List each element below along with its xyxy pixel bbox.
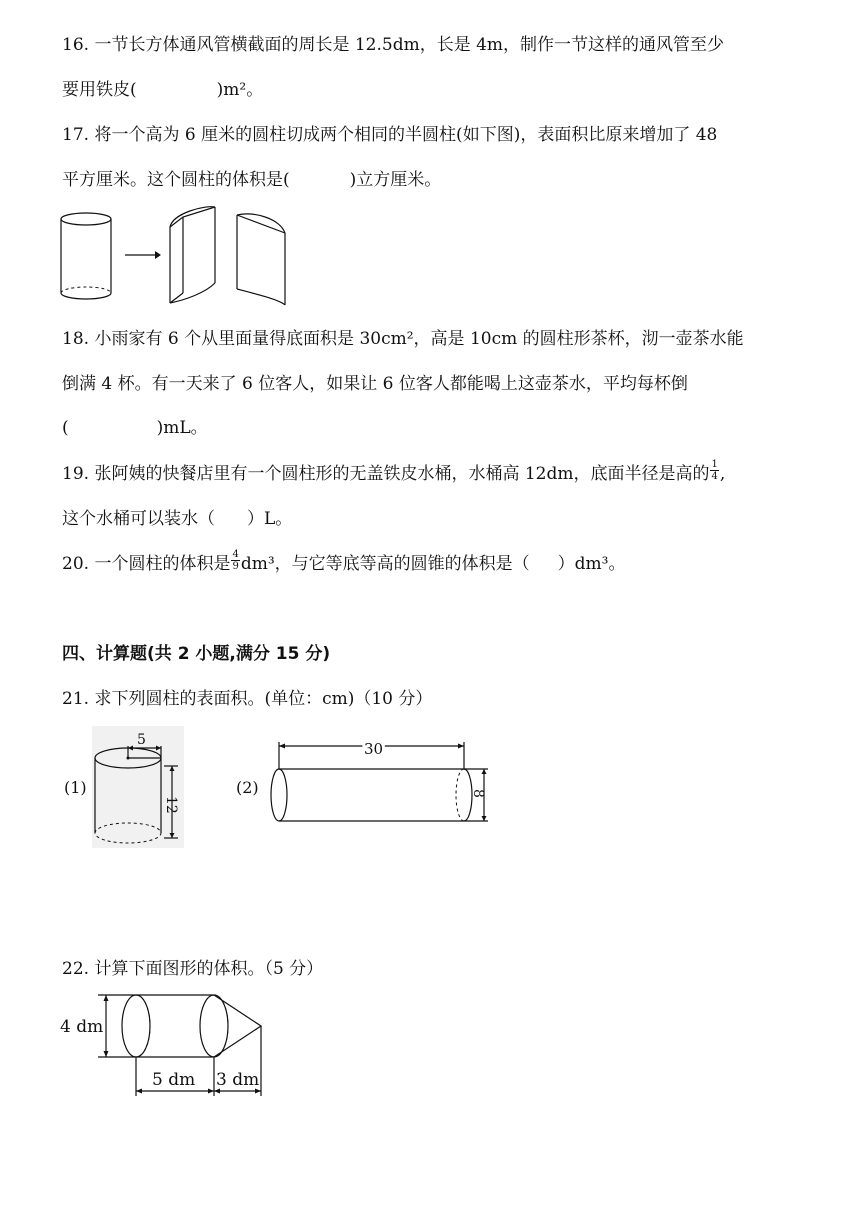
q20-text-post: ）dm³。 bbox=[557, 554, 626, 574]
q16-text-post: )m²。 bbox=[216, 80, 264, 100]
half-cylinder-left-shape bbox=[170, 207, 215, 303]
q20-frac-den: 9 bbox=[232, 561, 239, 572]
q16-text-pre: 要用铁皮( bbox=[62, 80, 137, 100]
fig1-height-label: 12 bbox=[163, 796, 179, 814]
q20-text-mid: dm³，与它等底等高的圆锥的体积是（ bbox=[240, 554, 530, 574]
section4-title: 四、计算题(共 2 小题,满分 15 分) bbox=[62, 644, 331, 664]
q18-text-post: )mL。 bbox=[156, 418, 208, 438]
q18-line3 bbox=[62, 416, 208, 440]
q19-text-post: , bbox=[719, 464, 726, 484]
right-arrow-icon bbox=[125, 251, 161, 259]
q17-line2 bbox=[62, 168, 441, 192]
q19-line1 bbox=[62, 459, 726, 486]
q19-frac-num: 1 bbox=[711, 459, 718, 470]
fig2-diameter-label: 8 bbox=[470, 789, 486, 798]
q22-figure bbox=[58, 990, 278, 1100]
q18-text-pre: ( bbox=[62, 418, 69, 438]
q21-figures bbox=[60, 726, 500, 851]
q22-text: 22. 计算下面图形的体积。（5 分） bbox=[62, 959, 324, 979]
fig2-length-label: 30 bbox=[364, 740, 384, 758]
q20-fraction bbox=[231, 549, 239, 572]
q16-line2 bbox=[62, 78, 263, 102]
fig1-label: (1) bbox=[64, 778, 87, 797]
q19-text-pre: 19. 张阿姨的快餐店里有一个圆柱形的无盖铁皮水桶，水桶高 12dm，底面半径是高的 bbox=[62, 464, 710, 484]
q21-text: 21. 求下列圆柱的表面积。(单位：cm)（10 分） bbox=[62, 689, 433, 709]
q22-diameter-label: 4 dm bbox=[60, 1017, 104, 1037]
q18-line1: 18. 小雨家有 6 个从里面量得底面积是 30cm²，高是 10cm 的圆柱形茶杯，沏一壶茶水能 bbox=[62, 329, 744, 349]
q20-frac-num: 4 bbox=[232, 549, 239, 560]
fig1-radius-label: 5 bbox=[137, 732, 146, 748]
q17-text-post: )立方厘米。 bbox=[349, 170, 442, 190]
q19-line2 bbox=[62, 507, 292, 531]
fig2-label: (2) bbox=[236, 778, 259, 797]
q18-line2: 倒满 4 杯。有一天来了 6 位客人，如果让 6 位客人都能喝上这壶茶水，平均每杯倒 bbox=[62, 374, 688, 394]
q17-figure bbox=[55, 205, 295, 310]
q19-line2-post: ）L。 bbox=[247, 509, 293, 529]
q17-text-pre: 平方厘米。这个圆柱的体积是( bbox=[62, 170, 290, 190]
q19-line2-pre: 这个水桶可以装水（ bbox=[62, 509, 215, 529]
q22-cylinder-length-label: 5 dm bbox=[152, 1070, 196, 1090]
q20-text-pre: 20. 一个圆柱的体积是 bbox=[62, 554, 231, 574]
cylinder-shape bbox=[61, 213, 111, 299]
q17-line1: 17. 将一个高为 6 厘米的圆柱切成两个相同的半圆柱(如下图)，表面积比原来增加了 48 bbox=[62, 125, 718, 145]
q19-fraction bbox=[710, 459, 718, 482]
q20-line bbox=[62, 549, 626, 576]
half-cylinder-right-shape bbox=[237, 214, 285, 305]
q16-line1: 16. 一节长方体通风管横截面的周长是 12.5dm，长是 4m，制作一节这样的通风管至少 bbox=[62, 35, 725, 55]
q19-frac-den: 4 bbox=[711, 471, 718, 482]
q22-cone-length-label: 3 dm bbox=[216, 1070, 260, 1090]
